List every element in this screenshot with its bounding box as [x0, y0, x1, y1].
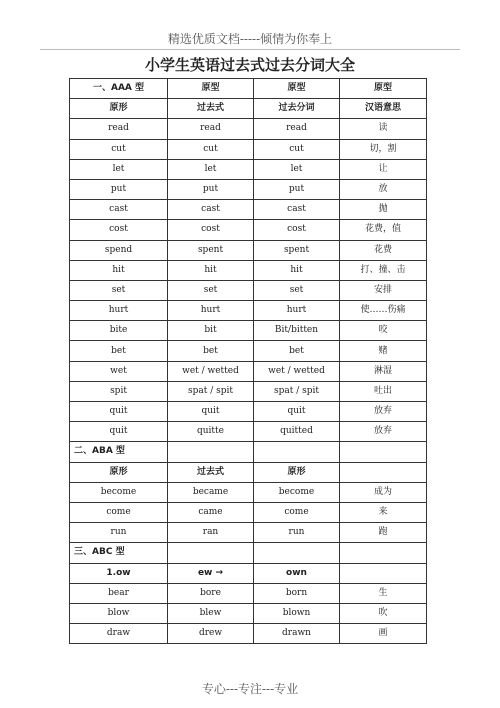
past-participle-cell: 原形	[254, 462, 340, 482]
past-participle-cell: cast	[254, 200, 340, 220]
past-tense-cell: cost	[168, 220, 254, 240]
meaning-cell: 吹	[340, 603, 427, 623]
meaning-cell: 放弃	[340, 422, 427, 442]
meaning-cell: 淋湿	[340, 361, 427, 381]
table-row	[70, 523, 427, 543]
base-form-cell: bet	[70, 341, 168, 361]
past-participle-cell: hit	[254, 260, 340, 280]
table-row	[70, 502, 427, 522]
section-label: 三、ABC 型	[70, 543, 168, 563]
past-tense-cell: 原型	[168, 79, 254, 99]
past-participle-cell: blown	[254, 603, 340, 623]
past-tense-cell: bet	[168, 341, 254, 361]
meaning-cell: 画	[340, 624, 427, 644]
meaning-cell: 生	[340, 583, 427, 603]
past-tense-cell: became	[168, 482, 254, 502]
past-tense-cell: 过去式	[168, 462, 254, 482]
base-form-cell: bite	[70, 321, 168, 341]
base-form-cell: cost	[70, 220, 168, 240]
past-participle-cell: read	[254, 119, 340, 139]
table-row	[70, 119, 427, 139]
meaning-cell: 让	[340, 159, 427, 179]
past-tense-cell: bit	[168, 321, 254, 341]
meaning-cell: 来	[340, 502, 427, 522]
table-row	[70, 583, 427, 603]
table-row	[70, 240, 427, 260]
meaning-cell: 切，割	[340, 139, 427, 159]
meaning-cell: 安排	[340, 280, 427, 300]
past-tense-cell: hit	[168, 260, 254, 280]
past-participle-cell: born	[254, 583, 340, 603]
past-participle-cell: hurt	[254, 301, 340, 321]
past-participle-cell: wet / wetted	[254, 361, 340, 381]
meaning-cell: 抛	[340, 200, 427, 220]
past-tense-cell: spent	[168, 240, 254, 260]
table-row	[70, 321, 427, 341]
table-row	[70, 139, 427, 159]
section-row	[70, 543, 427, 563]
base-form-cell: cut	[70, 139, 168, 159]
header-row	[70, 462, 427, 482]
base-form-cell: spit	[70, 381, 168, 401]
meaning-cell: 使……伤痛	[340, 301, 427, 321]
meaning-cell	[340, 462, 427, 482]
meaning-cell: 花费，值	[340, 220, 427, 240]
past-tense-cell: drew	[168, 624, 254, 644]
past-participle-cell: Bit/bitten	[254, 321, 340, 341]
meaning-cell: 打、撞、击	[340, 260, 427, 280]
base-form-cell: read	[70, 119, 168, 139]
past-tense-cell: quit	[168, 402, 254, 422]
past-participle-cell	[254, 442, 340, 462]
meaning-cell: 放	[340, 179, 427, 199]
base-form-cell: 原形	[70, 99, 168, 119]
base-form-cell: come	[70, 502, 168, 522]
meaning-cell: 汉语意思	[340, 99, 427, 119]
base-form-cell: 原形	[70, 462, 168, 482]
past-participle-cell: quit	[254, 402, 340, 422]
table-row	[70, 301, 427, 321]
base-form-cell: become	[70, 482, 168, 502]
verb-table-body	[70, 79, 427, 644]
base-form-cell: blow	[70, 603, 168, 623]
meaning-cell: 放弃	[340, 402, 427, 422]
meaning-cell	[340, 563, 427, 583]
past-participle-cell: 原型	[254, 79, 340, 99]
past-tense-cell: quitte	[168, 422, 254, 442]
table-row	[70, 159, 427, 179]
base-form-cell: run	[70, 523, 168, 543]
base-form-cell: 1.ow	[70, 563, 168, 583]
past-tense-cell: let	[168, 159, 254, 179]
meaning-cell: 吐出	[340, 381, 427, 401]
table-row	[70, 220, 427, 240]
table-row	[70, 280, 427, 300]
meaning-cell	[340, 543, 427, 563]
table-row	[70, 482, 427, 502]
base-form-cell: spend	[70, 240, 168, 260]
base-form-cell: bear	[70, 583, 168, 603]
past-participle-cell: own	[254, 563, 340, 583]
header-note: 精选优质文档-----倾情为你奉上	[167, 32, 333, 46]
past-tense-cell: spat / spit	[168, 381, 254, 401]
base-form-cell: 一、AAA 型	[70, 79, 168, 99]
past-tense-cell: bore	[168, 583, 254, 603]
document-title: 小学生英语过去式过去分词大全	[144, 56, 355, 74]
base-form-cell: set	[70, 280, 168, 300]
past-participle-cell: cut	[254, 139, 340, 159]
past-tense-cell	[168, 442, 254, 462]
verb-table	[69, 78, 427, 644]
past-tense-cell: put	[168, 179, 254, 199]
table-row	[70, 603, 427, 623]
base-form-cell: put	[70, 179, 168, 199]
past-participle-cell: put	[254, 179, 340, 199]
base-form-cell: let	[70, 159, 168, 179]
section-label: 二、ABA 型	[70, 442, 168, 462]
meaning-cell: 成为	[340, 482, 427, 502]
past-participle-cell: drawn	[254, 624, 340, 644]
meaning-cell: 花费	[340, 240, 427, 260]
past-participle-cell: become	[254, 482, 340, 502]
base-form-cell: hurt	[70, 301, 168, 321]
base-form-cell: quit	[70, 422, 168, 442]
past-tense-cell: set	[168, 280, 254, 300]
section-row	[70, 442, 427, 462]
table-row	[70, 260, 427, 280]
footer-note: 专心---专注---专业	[201, 682, 299, 696]
past-participle-cell: quitted	[254, 422, 340, 442]
base-form-cell: hit	[70, 260, 168, 280]
past-participle-cell: set	[254, 280, 340, 300]
meaning-cell: 原型	[340, 79, 427, 99]
base-form-cell: wet	[70, 361, 168, 381]
meaning-cell: 咬	[340, 321, 427, 341]
table-row	[70, 200, 427, 220]
meaning-cell: 赌	[340, 341, 427, 361]
table-row	[70, 402, 427, 422]
past-tense-cell: hurt	[168, 301, 254, 321]
past-participle-cell: 过去分词	[254, 99, 340, 119]
past-participle-cell: cost	[254, 220, 340, 240]
header-rule	[40, 49, 460, 50]
header-row	[70, 99, 427, 119]
past-participle-cell: let	[254, 159, 340, 179]
past-participle-cell: run	[254, 523, 340, 543]
table-row	[70, 381, 427, 401]
base-form-cell: cast	[70, 200, 168, 220]
table-row	[70, 422, 427, 442]
past-tense-cell: cast	[168, 200, 254, 220]
past-participle-cell: come	[254, 502, 340, 522]
past-tense-cell: ew →	[168, 563, 254, 583]
past-participle-cell	[254, 543, 340, 563]
meaning-cell	[340, 442, 427, 462]
past-tense-cell: read	[168, 119, 254, 139]
table-row	[70, 361, 427, 381]
base-form-cell: draw	[70, 624, 168, 644]
past-participle-cell: bet	[254, 341, 340, 361]
past-tense-cell: ran	[168, 523, 254, 543]
meaning-cell: 跑	[340, 523, 427, 543]
meaning-cell: 读	[340, 119, 427, 139]
table-row	[70, 179, 427, 199]
past-tense-cell: cut	[168, 139, 254, 159]
table-row	[70, 341, 427, 361]
past-participle-cell: spent	[254, 240, 340, 260]
header-row	[70, 79, 427, 99]
past-tense-cell: came	[168, 502, 254, 522]
past-tense-cell: 过去式	[168, 99, 254, 119]
past-participle-cell: spat / spit	[254, 381, 340, 401]
base-form-cell: quit	[70, 402, 168, 422]
header-row	[70, 563, 427, 583]
past-tense-cell: blew	[168, 603, 254, 623]
past-tense-cell: wet / wetted	[168, 361, 254, 381]
table-row	[70, 624, 427, 644]
past-tense-cell	[168, 543, 254, 563]
